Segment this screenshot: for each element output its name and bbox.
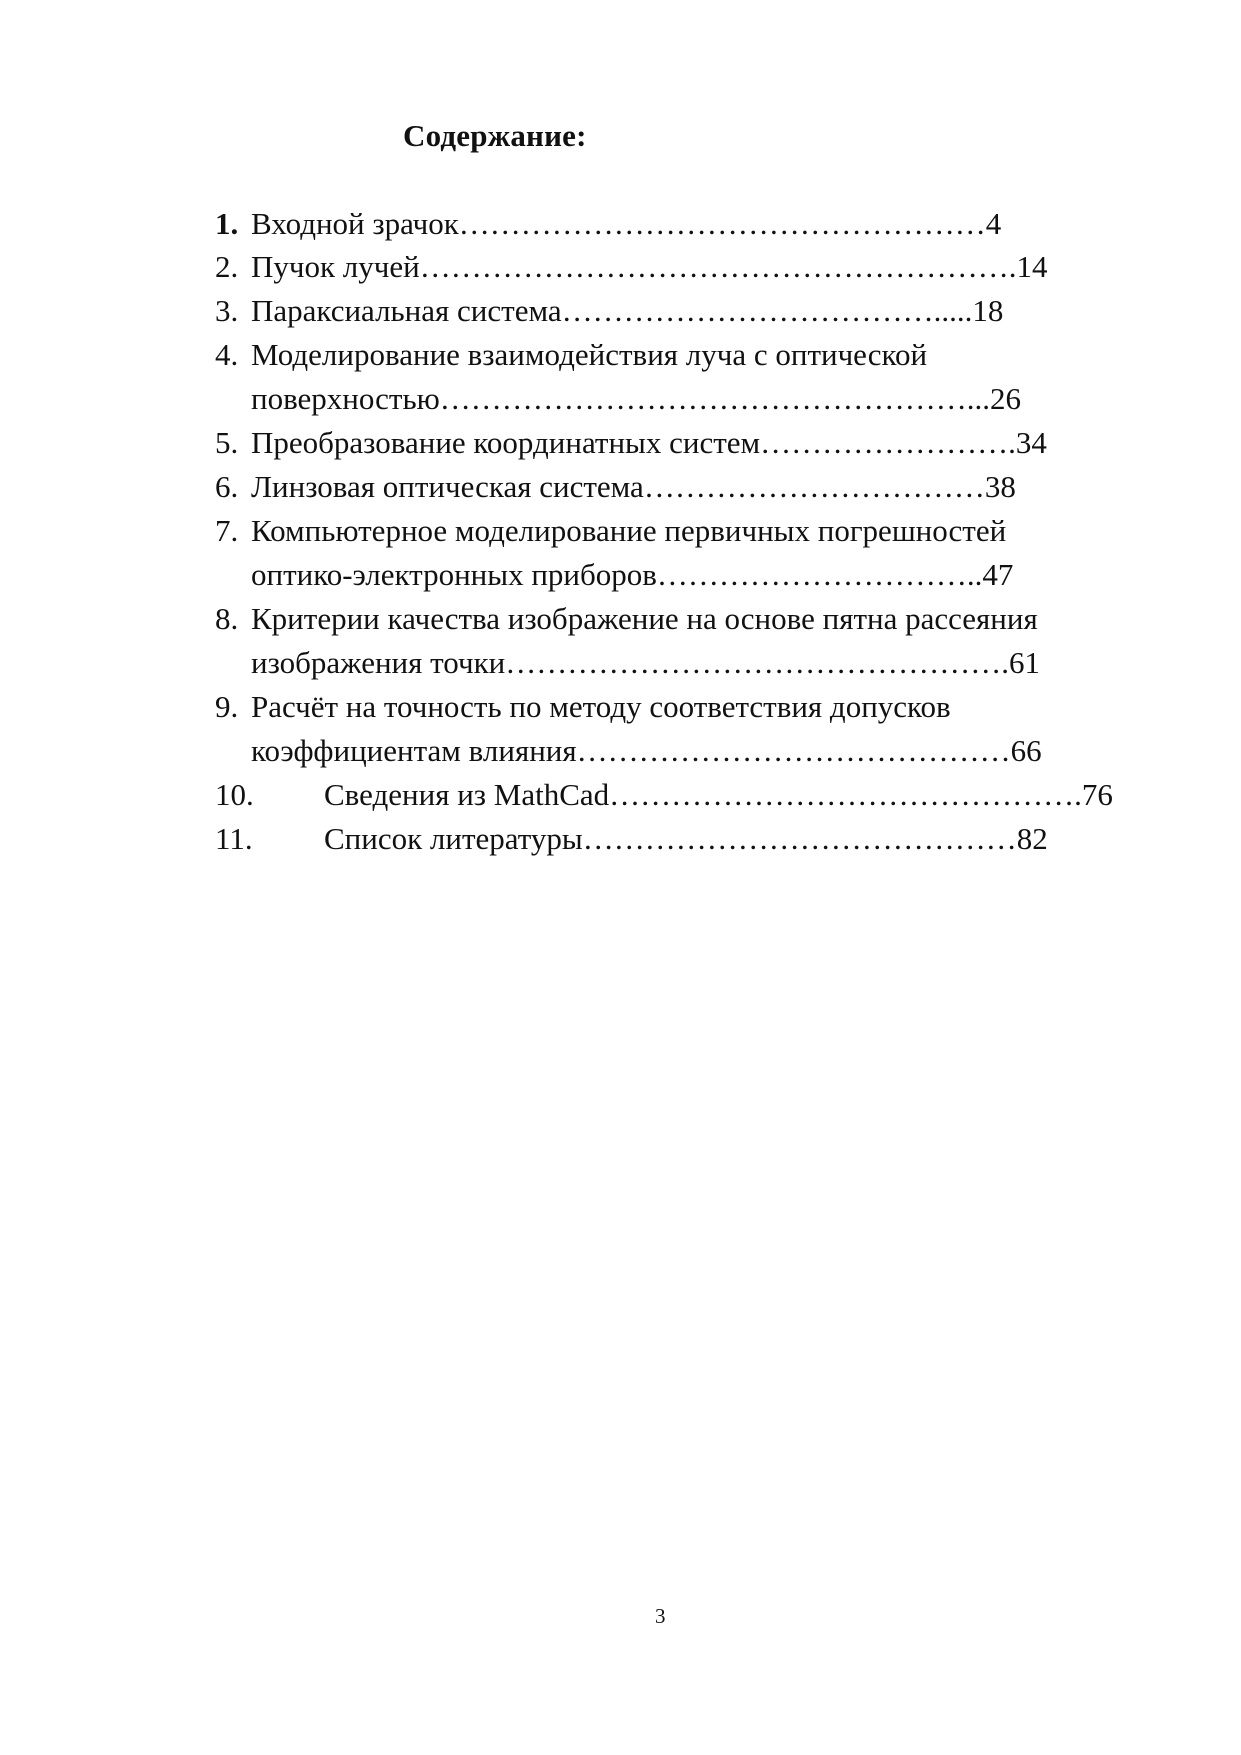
toc-entry-text: Расчёт на точность по методу соответствия допусков [251, 689, 951, 724]
toc-entry-number: 3. [215, 293, 239, 328]
toc-entry-text: Преобразование координатных систем…………………….34 [251, 425, 1047, 460]
toc-entry-number: 8. [215, 601, 239, 636]
toc-entry-text: Критерии качества изображение на основе пятна рассеяния [251, 601, 1038, 636]
toc-entry-text: Список литературы……………………………………82 [324, 821, 1048, 856]
toc-entry-number: 9. [215, 689, 239, 724]
page-title: Содержание: [403, 118, 587, 153]
toc-entry-number: 7. [215, 513, 239, 548]
toc-entry-text: коэффициентам влияния……………………………………66 [251, 733, 1042, 768]
toc-entry-text: Компьютерное моделирование первичных погрешностей [251, 513, 1007, 548]
toc-entry-text: Моделирование взаимодействия луча с оптической [251, 337, 928, 372]
page-number: 3 [655, 1604, 666, 1628]
toc-entry-number: 2. [215, 249, 239, 284]
toc-entry-text: Линзовая оптическая система……………………………38 [251, 469, 1016, 504]
toc-entry-number: 11. [215, 821, 253, 856]
toc-entry-text: Сведения из MathCad……………………………………….76 [324, 777, 1113, 812]
toc-entry-text: Входной зрачок……………………………………………4 [251, 206, 1002, 241]
toc-entry-number: 10. [215, 777, 254, 812]
toc-entry-text: оптико-электронных приборов…………………………..47 [251, 557, 1014, 592]
toc-entry-number: 5. [215, 425, 239, 460]
toc-entry-number: 4. [215, 337, 239, 372]
toc-entry-text: Пучок лучей………………………………………………….14 [251, 249, 1048, 284]
toc-entry-text: изображения точки………………………………………….61 [251, 645, 1040, 680]
toc-entry-number: 6. [215, 469, 239, 504]
toc-entry-number: 1. [215, 206, 239, 241]
toc-entry-text: Параксиальная система……………………………….....18 [251, 293, 1004, 328]
toc-entry-text: поверхностью……………………………………………...26 [251, 381, 1022, 416]
